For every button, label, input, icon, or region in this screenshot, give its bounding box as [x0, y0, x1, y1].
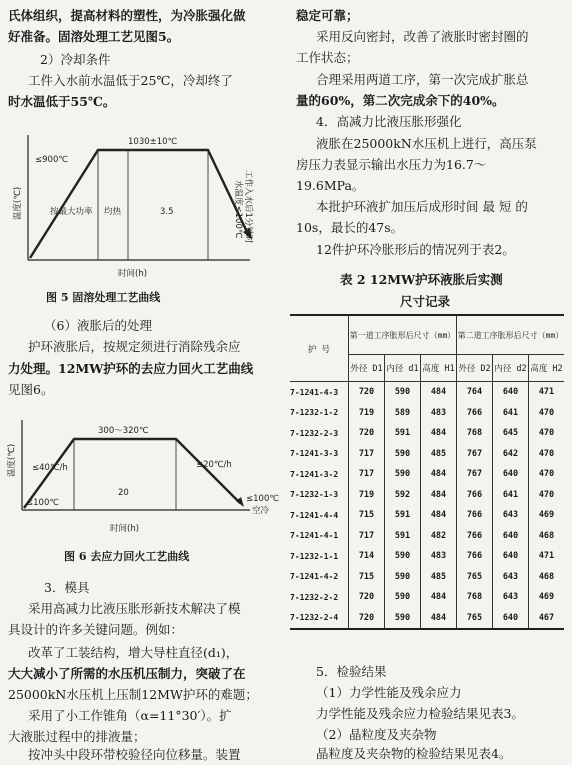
table-cell: 765 — [457, 567, 493, 588]
table-row — [290, 546, 564, 567]
section-3-line-4: 大大减小了所需的水压机压制力，突破了在 — [8, 666, 246, 681]
table-cell: 484 — [421, 382, 457, 403]
intro-line-1: 氏体组织，提高材料的塑性，为冷胀强化做 — [8, 8, 246, 23]
table-cell: 714 — [349, 546, 385, 567]
table-cell-id: 7-1232-2-4 — [290, 608, 349, 630]
fig5-label-top: 1030±10℃ — [128, 137, 178, 147]
table-cell: 768 — [457, 587, 493, 608]
table-cell: 484 — [421, 608, 457, 630]
table-cell: 642 — [493, 444, 529, 465]
table-cell: 590 — [385, 382, 421, 403]
table-cell: 469 — [538, 592, 555, 603]
section-3-line-1: 采用高减力比液压胀形新技术解决了模 — [28, 601, 241, 616]
table-row — [290, 423, 564, 444]
table-cell: 591 — [385, 423, 421, 444]
table-cell: 484 — [421, 587, 457, 608]
section-4-line-6: 12件护环冷胀形后的情况列于表2。 — [316, 242, 515, 257]
right-line-4: 合理采用两道工序，第一次完成扩胀总 — [316, 72, 529, 87]
table-cell: 591 — [385, 526, 421, 547]
fig6-label-temp: 300～320℃ — [98, 426, 149, 436]
table-cell: 640 — [493, 464, 529, 485]
table-cell: 643 — [493, 505, 529, 526]
table-cell: 717 — [349, 464, 385, 485]
table-row — [290, 464, 564, 485]
table-cell: 640 — [493, 382, 529, 403]
table-cell: 766 — [457, 403, 493, 424]
col-id-header: 护 号 — [290, 315, 349, 382]
fig6-arrow — [236, 497, 244, 507]
section-5-line-1: 力学性能及残余应力检验结果见表3。 — [316, 706, 524, 721]
table-body — [290, 382, 564, 630]
table-cell: 485 — [421, 444, 457, 465]
table-cell: 484 — [421, 464, 457, 485]
table-row — [290, 444, 564, 465]
table-cell-id: 7-1241-3-2 — [290, 464, 349, 485]
fig5-label-soak: 均热 — [104, 207, 122, 217]
header-d2-inner: 内径 d2 — [493, 355, 529, 382]
fig5-label-right-2: 水温度≤100℃ — [233, 180, 243, 239]
table-cell: 484 — [421, 505, 457, 526]
table-cell: 483 — [421, 403, 457, 424]
fig6-label-rise: ≤40℃/h — [32, 463, 68, 473]
intro-line-2: 好准备。固溶处理工艺见图5。 — [8, 29, 180, 44]
table-cell: 483 — [421, 546, 457, 567]
table-cell: 643 — [493, 567, 529, 588]
table-cell: 640 — [493, 608, 529, 630]
table-cell: 640 — [493, 546, 529, 567]
table-row — [290, 403, 564, 424]
table-cell: 720 — [349, 608, 385, 630]
figure-5-chart — [0, 130, 282, 290]
table-cell: 766 — [457, 526, 493, 547]
subsection-6-line-3: 见图6。 — [8, 382, 54, 397]
subsection-2-title: 2）冷却条件 — [40, 52, 111, 67]
table-cell: 720 — [349, 423, 385, 444]
fig5-y-label: 温度(℃) — [13, 186, 23, 220]
table-cell: 768 — [457, 423, 493, 444]
section-3-line-2: 具设计的许多关键问题。例如： — [8, 622, 184, 637]
table-cell: 719 — [349, 485, 385, 506]
fig5-curve — [30, 150, 248, 258]
subsection-6-title: （6）液胀后的处理 — [44, 318, 152, 333]
table-cell-id: 7-1232-2-3 — [290, 423, 349, 444]
group-2-header: 第二道工序胀形后尺寸（mm） — [457, 330, 564, 340]
header-h1: 高度 H1 — [421, 355, 457, 382]
table-cell: 470 — [538, 407, 555, 418]
header-h2: 高度 H2 — [530, 364, 563, 374]
measurement-table — [290, 314, 564, 630]
fig6-label-end: ≤100℃ — [246, 494, 279, 504]
right-line-2: 采用反向密封，改善了液胀时密封圈的 — [316, 29, 529, 44]
table-cell: 590 — [385, 546, 421, 567]
table-title-2: 尺寸记录 — [400, 294, 451, 309]
table-cell: 765 — [457, 608, 493, 630]
table-cell: 767 — [457, 444, 493, 465]
fig5-label-right: 工作入水后1分钟时 — [243, 170, 253, 244]
group-1-header: 第一道工序胀形后尺寸（mm） — [349, 315, 457, 355]
table-cell: 470 — [538, 428, 555, 439]
table-cell: 469 — [538, 510, 555, 521]
table-cell-id: 7-1241-3-3 — [290, 444, 349, 465]
fig5-x-label: 时间(h) — [118, 269, 148, 279]
table-cell: 470 — [538, 469, 555, 480]
table-cell: 592 — [385, 485, 421, 506]
table-row — [290, 382, 564, 403]
table-cell: 590 — [385, 608, 421, 630]
section-4-line-2: 房压力表显示输出水压力为16.7～ — [296, 157, 487, 172]
table-cell-id: 7-1232-1-3 — [290, 485, 349, 506]
fig6-x-label: 时间(h) — [110, 524, 140, 534]
table-cell: 591 — [385, 505, 421, 526]
table-cell: 468 — [538, 571, 555, 582]
table-cell: 766 — [457, 505, 493, 526]
table-cell-id: 7-1241-4-2 — [290, 567, 349, 588]
figure-5-caption: 图 5 固溶处理工艺曲线 — [46, 291, 161, 304]
section-4-line-1: 液胀在25000kN水压机上进行，高压泵 — [316, 136, 537, 151]
section-5-line-2: 晶粒度及夹杂物的检验结果见表4。 — [316, 746, 512, 761]
right-line-1: 稳定可靠； — [296, 8, 359, 23]
table-cell: 590 — [385, 567, 421, 588]
fig6-label-fall: ≤20℃/h — [196, 460, 232, 470]
section-4-line-4: 本批护环液扩加压后成形时间 最 短 的 — [316, 199, 528, 214]
header-d2-outer: 外径 D2 — [457, 355, 493, 382]
table-cell-id: 7-1232-2-2 — [290, 587, 349, 608]
section-5-sub-2: （2）晶粒度及夹杂物 — [316, 727, 437, 742]
table-cell: 767 — [457, 464, 493, 485]
section-5-title: 5．检验结果 — [316, 664, 387, 679]
table-cell-id: 7-1241-4-4 — [290, 505, 349, 526]
table-cell: 484 — [421, 485, 457, 506]
right-line-3: 工作状态； — [296, 50, 359, 65]
table-cell: 470 — [538, 448, 555, 459]
section-5-sub-1: （1）力学性能及残余应力 — [316, 685, 462, 700]
table-cell: 645 — [493, 423, 529, 444]
table-cell: 470 — [538, 489, 555, 500]
fig6-label-air: 空冷 — [252, 506, 270, 516]
section-3-line-7: 大液胀过程中的排液量； — [8, 729, 146, 744]
fig5-label-900: ≤900℃ — [35, 155, 68, 165]
table-cell: 717 — [349, 444, 385, 465]
table-cell-id: 7-1232-1-1 — [290, 546, 349, 567]
table-row — [290, 485, 564, 506]
table-row — [290, 587, 564, 608]
fig5-label-heat: 按最大功率 — [50, 207, 93, 217]
table-cell: 467 — [538, 612, 555, 623]
table-cell: 715 — [349, 505, 385, 526]
header-d1-inner: 内径 d1 — [385, 355, 421, 382]
table-cell: 764 — [457, 382, 493, 403]
section-4-line-3: 19.6MPa。 — [296, 178, 365, 193]
section-4-title: 4．高减力比液压胀形强化 — [316, 114, 462, 129]
table-cell: 766 — [457, 546, 493, 567]
subsection-6-line-1: 护环液胀后，按规定须进行消除残余应 — [28, 339, 241, 354]
table-cell: 482 — [421, 526, 457, 547]
table-row — [290, 505, 564, 526]
section-4-line-5: 10s，最长的47s。 — [296, 220, 404, 235]
subsection-2-line-2: 时水温低于55℃。 — [8, 94, 116, 109]
table-cell: 720 — [349, 382, 385, 403]
table-cell: 643 — [493, 587, 529, 608]
table-cell: 484 — [421, 423, 457, 444]
fig6-label-mid: 20 — [118, 488, 129, 498]
section-3-line-8: 按冲头中段环带校验径向位移量。装置 — [28, 747, 241, 762]
table-cell: 717 — [349, 526, 385, 547]
table-cell: 471 — [538, 551, 555, 562]
table-cell: 719 — [349, 403, 385, 424]
subsection-2-line-1: 工件入水前水温低于25℃，冷却终了 — [28, 73, 233, 88]
table-row — [290, 608, 564, 630]
table-cell: 589 — [385, 403, 421, 424]
table-cell: 485 — [421, 567, 457, 588]
header-d1-outer: 外径 D1 — [349, 355, 385, 382]
table-cell: 766 — [457, 485, 493, 506]
table-cell: 590 — [385, 587, 421, 608]
section-3-line-3: 改革了工装结构，增大导柱直径(d₁)， — [28, 645, 239, 660]
figure-6-caption: 图 6 去应力回火工艺曲线 — [64, 550, 190, 563]
table-cell-id: 7-1241-4-3 — [290, 382, 349, 403]
table-cell: 641 — [493, 403, 529, 424]
table-cell: 640 — [493, 526, 529, 547]
table-row — [290, 526, 564, 547]
subsection-6-line-2: 力处理。12MW护环的去应力回火工艺曲线 — [8, 361, 254, 376]
table-cell: 715 — [349, 567, 385, 588]
table-cell: 641 — [493, 485, 529, 506]
table-row — [290, 567, 564, 588]
table-cell: 590 — [385, 444, 421, 465]
table-cell: 468 — [538, 530, 555, 541]
section-3-title: 3．模具 — [44, 580, 90, 595]
section-3-line-5: 25000kN水压机上压制12MW护环的难题； — [8, 687, 258, 702]
table-cell-id: 7-1232-1-2 — [290, 403, 349, 424]
table-cell: 720 — [349, 587, 385, 608]
section-3-line-6: 采用了小工作锥角（α=11°30′）。扩 — [28, 708, 232, 723]
fig5-label-time: 3.5 — [160, 207, 174, 217]
table-title: 表 2 12MW护环液胀后实测 — [340, 272, 503, 287]
fig6-label-start: ≤100℃ — [26, 498, 59, 508]
fig6-y-label: 温度(℃) — [7, 443, 17, 477]
table-cell: 590 — [385, 464, 421, 485]
table-cell: 471 — [538, 387, 555, 398]
figure-6-chart — [0, 415, 282, 545]
table-cell-id: 7-1241-4-1 — [290, 526, 349, 547]
right-line-5: 量的60%，第二次完成余下的40%。 — [296, 93, 505, 108]
